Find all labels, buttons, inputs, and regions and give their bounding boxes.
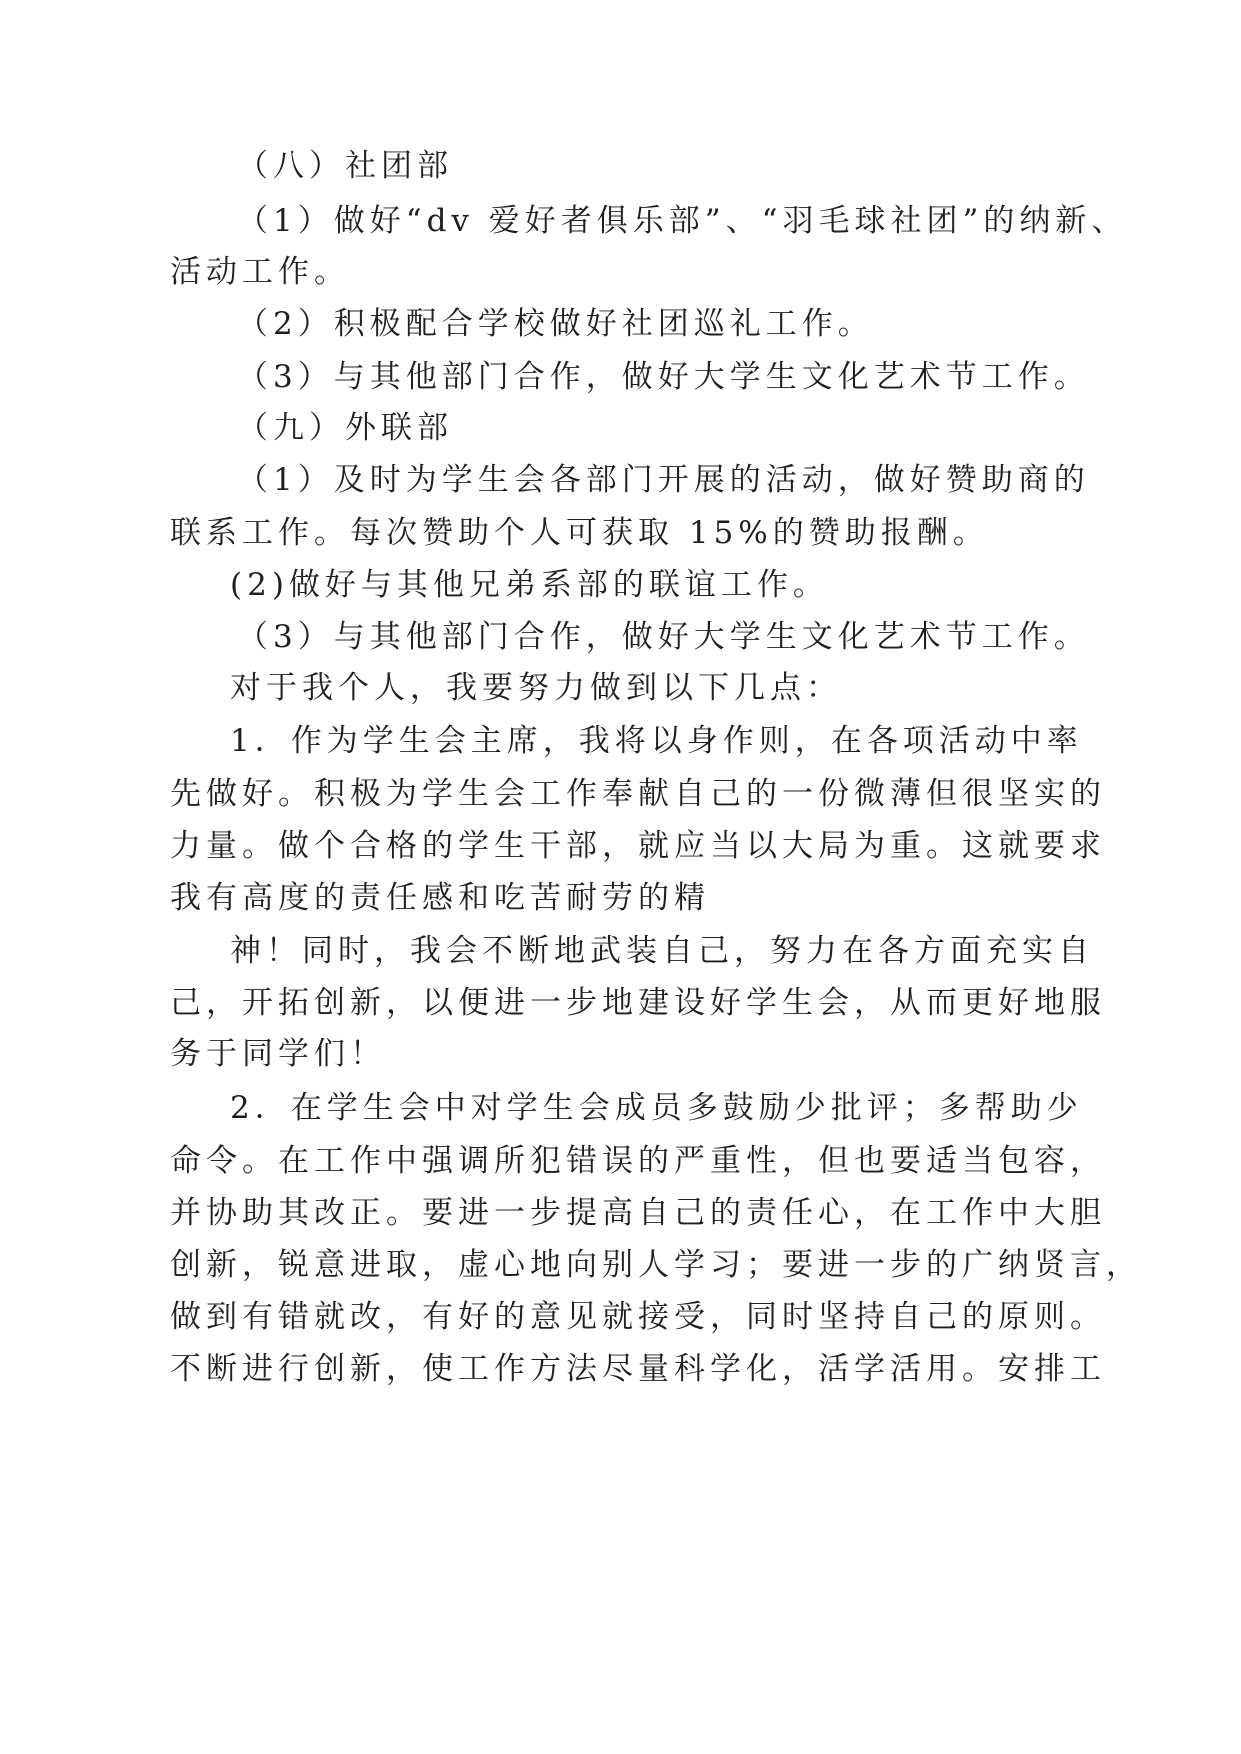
paragraph-line: 2．在学生会中对学生会成员多鼓励少批评；多帮助少 — [230, 1090, 1083, 1126]
paragraph-line: 创新，锐意进取，虚心地向别人学习；要进一步的广纳贤言， — [170, 1247, 1142, 1283]
paragraph-line: 命令。在工作中强调所犯错误的严重性，但也要适当包容， — [170, 1143, 1106, 1179]
paragraph-line: （1）做好“dv 爱好者俱乐部”、“羽毛球社团”的纳新、 — [237, 203, 1128, 239]
paragraph-line: 并协助其改正。要进一步提高自己的责任心，在工作中大胆 — [170, 1195, 1106, 1231]
paragraph-line: 务于同学们！ — [170, 1036, 386, 1072]
paragraph-line: （1）及时为学生会各部门开展的活动，做好赞助商的 — [237, 462, 1090, 498]
paragraph-line: 对于我个人，我要努力做到以下几点： — [230, 670, 842, 706]
paragraph-line: 不断进行创新，使工作方法尽量科学化，活学活用。安排工 — [170, 1351, 1106, 1387]
paragraph-line: 力量。做个合格的学生干部，就应当以大局为重。这就要求 — [170, 828, 1106, 864]
paragraph-line: （3）与其他部门合作，做好大学生文化艺术节工作。 — [237, 359, 1090, 395]
paragraph-line: 神！同时，我会不断地武装自己，努力在各方面充实自 — [230, 933, 1094, 969]
paragraph-line: （3）与其他部门合作，做好大学生文化艺术节工作。 — [237, 619, 1090, 655]
paragraph-line: 做到有错就改，有好的意见就接受，同时坚持自己的原则。 — [170, 1299, 1106, 1335]
paragraph-line: 1．作为学生会主席，我将以身作则，在各项活动中率 — [230, 723, 1083, 759]
section-heading-liaison-dept: （九）外联部 — [237, 410, 453, 446]
paragraph-line: 我有高度的责任感和吃苦耐劳的精 — [170, 880, 710, 916]
paragraph-line: 联系工作。每次赞助个人可获取 15%的赞助报酬。 — [170, 515, 989, 551]
paragraph-line: （2）积极配合学校做好社团巡礼工作。 — [237, 306, 874, 342]
paragraph-line: 己，开拓创新，以便进一步地建设好学生会，从而更好地服 — [170, 985, 1106, 1021]
paragraph-line: 先做好。积极为学生会工作奉献自己的一份微薄但很坚实的 — [170, 776, 1106, 812]
paragraph-line: 活动工作。 — [170, 254, 350, 290]
section-heading-club-dept: （八）社团部 — [237, 148, 453, 184]
paragraph-line: (2)做好与其他兄弟系部的联谊工作。 — [230, 567, 829, 603]
